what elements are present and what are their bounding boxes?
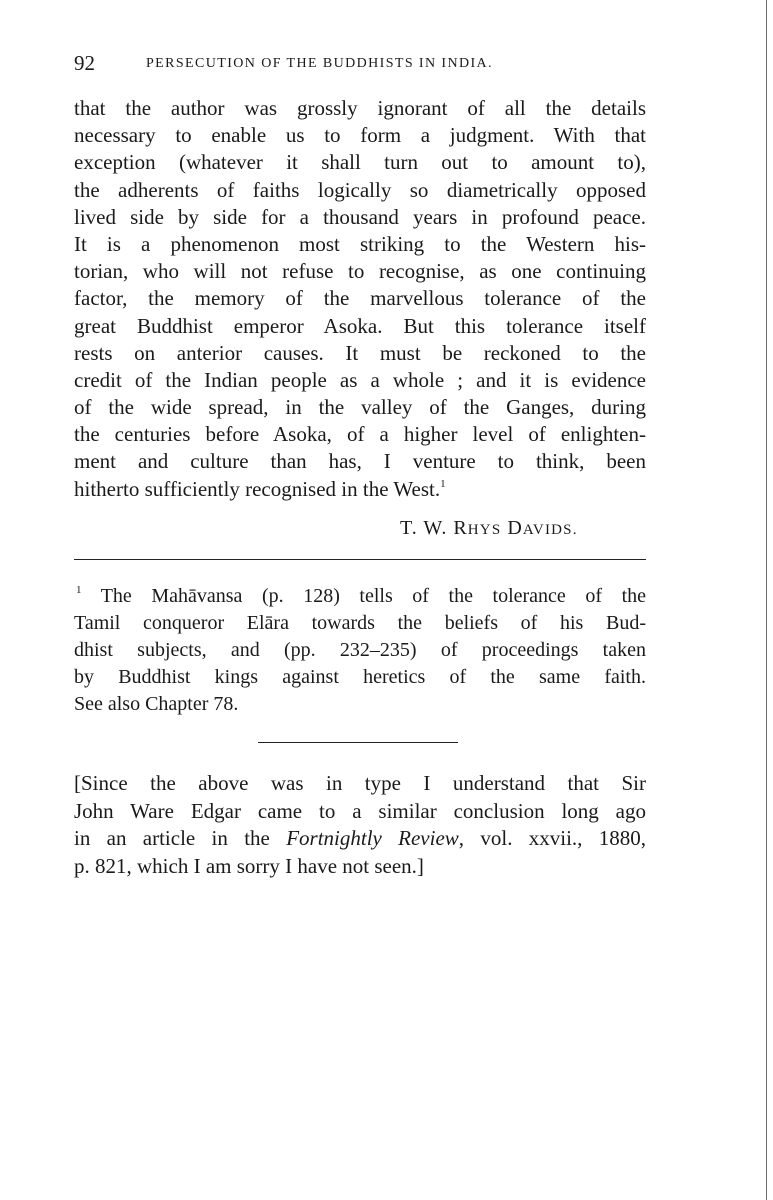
- body-line: rests on anterior causes. It must be reckoned to the: [74, 340, 646, 365]
- body-line: torian, who will not refuse to recognise, as one continuing: [74, 259, 646, 284]
- footnote-line: by Buddhist kings against heretics of the same faith.: [74, 666, 646, 688]
- footnote-line-text: The Mahāvansa (p. 128) tells of the tolerance of the: [100, 585, 646, 607]
- section-divider-rule: [258, 742, 458, 743]
- body-line-last: [74, 476, 646, 503]
- footnote-line: Tamil conqueror Elāra towards the beliefs of his Bud-: [74, 612, 646, 634]
- footnote-line: See also Chapter 78.: [74, 693, 239, 715]
- page-number: 92: [74, 51, 95, 75]
- body-paragraph: [74, 95, 646, 503]
- postscript-text: , vol. xxvii., 1880,: [458, 826, 646, 850]
- footnote-line: dhist subjects, and (pp. 232–235) of proceedings taken: [74, 639, 646, 661]
- signature-d-cap: D: [507, 517, 523, 539]
- postscript-line: p. 821, which I am sorry I have not seen.]: [74, 853, 424, 878]
- scan-edge-line: [766, 0, 767, 1200]
- signature-r-rest: HYS: [467, 522, 502, 538]
- body-line: exception (whatever it shall turn out to amount to),: [74, 150, 646, 175]
- postscript-line: [Since the above was in type I understand that Sir: [74, 771, 646, 795]
- postscript-note: [74, 770, 646, 880]
- footnote-marker: 1: [76, 584, 82, 596]
- body-line: ment and culture than has, I venture to think, been: [74, 449, 646, 474]
- postscript-line: John Ware Edgar came to a similar conclusion long ago: [74, 798, 646, 823]
- body-line-text: hitherto sufficiently recognised in the West.: [74, 476, 441, 501]
- running-head: [74, 50, 646, 76]
- footnote-divider-rule: [74, 559, 646, 560]
- footnote-reference-marker[interactable]: 1: [440, 477, 446, 490]
- body-line: great Buddhist emperor Asoka. But this tolerance itself: [74, 313, 646, 338]
- journal-title: Fortnightly Review: [286, 826, 459, 850]
- signature-r-cap: R: [453, 517, 468, 539]
- body-line: the centuries before Asoka, of a higher level of enlighten-: [74, 422, 646, 447]
- footnote: [74, 583, 646, 718]
- body-line: factor, the memory of the marvellous tolerance of the: [74, 286, 646, 311]
- body-line: necessary to enable us to form a judgment. With that: [74, 123, 646, 148]
- signature-d-rest: AVIDS.: [522, 522, 578, 538]
- footnote-line-first: [74, 583, 646, 610]
- running-title: PERSECUTION OF THE BUDDHISTS IN INDIA.: [146, 56, 493, 71]
- body-line: It is a phenomenon most striking to the Western his-: [74, 231, 646, 256]
- body-line: the adherents of faiths logically so diametrically opposed: [74, 177, 646, 202]
- body-line: that the author was grossly ignorant of all the details: [74, 96, 646, 120]
- body-line: of the wide spread, in the valley of the Ganges, during: [74, 395, 646, 420]
- body-line: credit of the Indian people as a whole ; and it is evidence: [74, 367, 646, 392]
- postscript-text: in an article in the: [74, 826, 287, 850]
- signature-initials: T. W.: [400, 517, 454, 539]
- postscript-line: [74, 825, 646, 853]
- body-line: lived side by side for a thousand years in profound peace.: [74, 204, 646, 229]
- author-signature: [400, 515, 640, 543]
